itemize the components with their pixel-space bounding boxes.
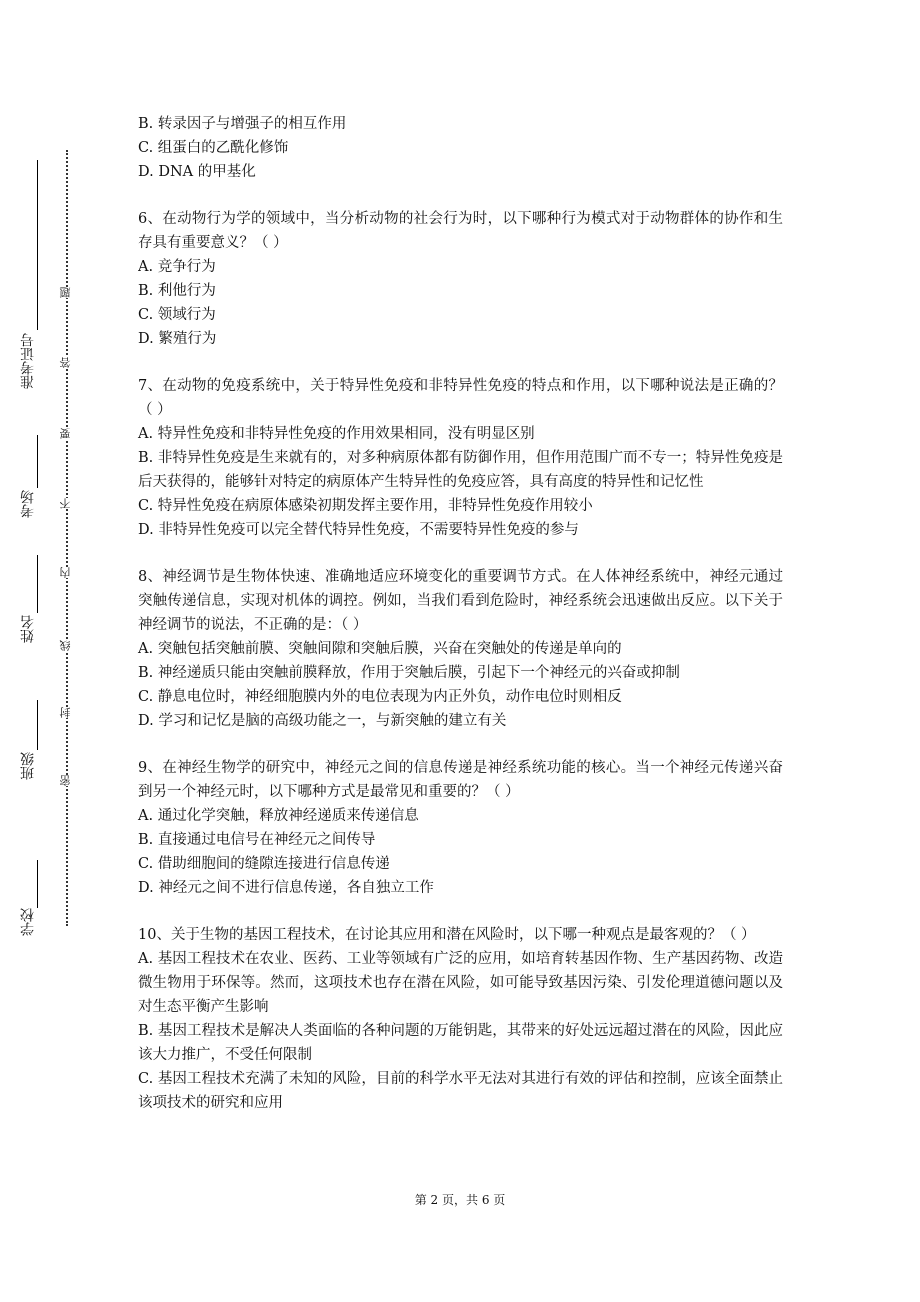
field-school-line	[37, 860, 38, 908]
option: A. 通过化学突触，释放神经递质来传递信息	[138, 808, 419, 824]
field-class-line	[37, 700, 38, 750]
seal-char: 封	[59, 707, 72, 718]
question-stem: 10、关于生物的基因工程技术，在讨论其应用和潜在风险时，以下哪一种观点是最客观的？（ ）	[138, 927, 756, 943]
option: C. 借助细胞间的缝隙连接进行信息传递	[138, 856, 390, 872]
seal-char: 答	[59, 357, 72, 368]
seal-char: 题	[59, 287, 72, 298]
field-room-line	[37, 435, 38, 488]
seal-char: 要	[59, 428, 72, 439]
option: A. 突触包括突触前膜、突触间隙和突触后膜，兴奋在突触处的传递是单向的	[138, 641, 622, 657]
field-name-line	[37, 555, 38, 613]
option: A. 基因工程技术在农业、医药、工业等领域有广泛的应用，如培育转基因作物、生产基因药物、改造微生物用于环保等。然而，这项技术也存在潜在风险，如可能导致基因污染、引发伦理道德问题以及对生态平衡产生影响	[138, 951, 783, 1015]
option: A. 竞争行为	[138, 259, 216, 275]
seal-char: 内	[59, 567, 72, 578]
option: C. 领域行为	[138, 307, 216, 323]
option: B. 非特异性免疫是生来就有的，对多种病原体都有防御作用，但作用范围广而不专一；特异性免疫是后天获得的，能够针对特定的病原体产生特异性的免疫应答，具有高度的特异性和记忆性	[138, 450, 783, 490]
question-stem: 8、神经调节是生物体快速、准确地适应环境变化的重要调节方式。在人体神经系统中，神经元通过突触传递信息，实现对机体的调控。例如，当我们看到危险时，神经系统会迅速做出反应。以下关于神经调节的说法，不正确的是：（ ）	[138, 569, 783, 633]
question-7	[138, 374, 783, 542]
field-class-label: 班级	[20, 752, 36, 780]
option: D. DNA 的甲基化	[138, 164, 256, 180]
option: C. 基因工程技术充满了未知的风险，目前的科学水平无法对其进行有效的评估和控制，应该全面禁止该项技术的研究和应用	[138, 1071, 783, 1111]
question-9	[138, 756, 783, 900]
field-ticket-line	[37, 160, 38, 330]
field-ticket-label: 准考证号	[20, 333, 36, 389]
option: B. 转录因子与增强子的相互作用	[138, 116, 347, 132]
option: C. 组蛋白的乙酰化修饰	[138, 140, 289, 156]
question-5-tail	[138, 112, 783, 184]
option: B. 直接通过电信号在神经元之间传导	[138, 832, 376, 848]
seal-char: 不	[59, 498, 72, 509]
field-name-label: 姓名	[20, 615, 36, 643]
option: B. 基因工程技术是解决人类面临的各种问题的万能钥匙，其带来的好处远远超过潜在的风险，因此应该大力推广，不受任何限制	[138, 1023, 783, 1063]
seal-char: 线	[59, 640, 72, 651]
page-number-footer: 第 2 页，共 6 页	[414, 1193, 506, 1207]
option: C. 特异性免疫在病原体感染初期发挥主要作用，非特异性免疫作用较小	[138, 498, 593, 514]
question-stem: 9、在神经生物学的研究中，神经元之间的信息传递是神经系统功能的核心。当一个神经元传递兴奋到另一个神经元时，以下哪种方式是最常见和重要的？（ ）	[138, 760, 783, 800]
option: B. 利他行为	[138, 283, 216, 299]
question-8	[138, 565, 783, 733]
question-stem: 6、在动物行为学的领域中，当分析动物的社会行为时，以下哪种行为模式对于动物群体的协作和生存具有重要意义？（ ）	[138, 211, 783, 251]
field-room-label: 考场	[20, 490, 36, 518]
option: B. 神经递质只能由突触前膜释放，作用于突触后膜，引起下一个神经元的兴奋或抑制	[138, 665, 680, 681]
exam-content	[138, 112, 783, 1115]
question-10	[138, 923, 783, 1115]
binding-margin	[0, 0, 80, 1302]
question-stem: 7、在动物的免疫系统中，关于特异性免疫和非特异性免疫的特点和作用，以下哪种说法是正确的？（ ）	[138, 378, 783, 418]
option: D. 神经元之间不进行信息传递，各自独立工作	[138, 880, 434, 896]
option: D. 繁殖行为	[138, 331, 217, 347]
option: D. 学习和记忆是脑的高级功能之一，与新突触的建立有关	[138, 713, 507, 729]
question-6	[138, 207, 783, 351]
field-school-label: 学校	[20, 908, 36, 936]
option: A. 特异性免疫和非特异性免疫的作用效果相同，没有明显区别	[138, 426, 535, 442]
seal-dotted-line	[66, 150, 68, 926]
option: D. 非特异性免疫可以完全替代特异性免疫，不需要特异性免疫的参与	[138, 522, 579, 538]
option: C. 静息电位时，神经细胞膜内外的电位表现为内正外负，动作电位时则相反	[138, 689, 622, 705]
seal-char: 密	[59, 775, 72, 786]
